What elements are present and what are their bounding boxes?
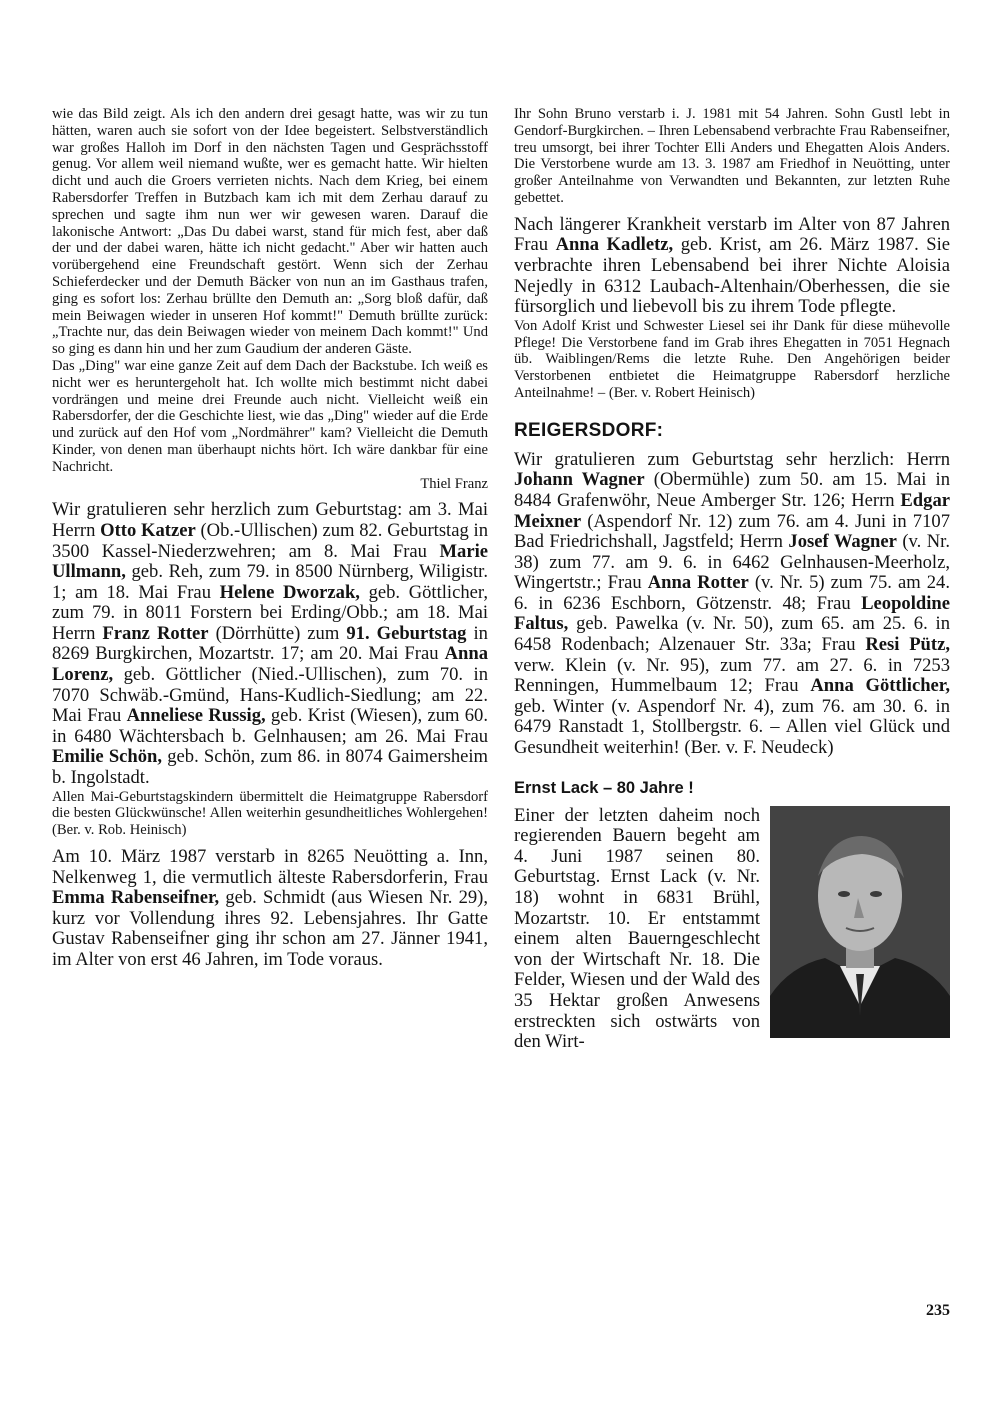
right-column bbox=[514, 106, 950, 1053]
story-paragraph-2: Das „Ding" war eine ganze Zeit auf dem Dach der Backstube. Ich weiß es nicht wer es heruntergeholt hat. Ich wollte mich bestimmt nicht dabei vordrängen und meine drei Freunde auch nicht. Vielleicht weiß ein Rabersdorfer, der die Geschichte liest, wie das „Ding" wieder auf die Erde und zurück auf den Hof vom „Nordmährer" kam? Vielleicht die Demuth Kinder, von denen man überhaupt nichts hört. Ich wäre dankbar für eine Nachricht. bbox=[52, 357, 488, 475]
ernst-lack-paragraph: Einer der letzten daheim noch regierenden Bauern begeht am 4. Juni 1987 seinen 80. Geburtstag. Ernst Lack (v. Nr. 18) wohnt in 6831 Brühl, Mozartstr. 10. Er entstammt einem alten Bauerngeschlecht von der Wirtschaft Nr. 18. Die Felder, Wiesen und der Wald des 35 Hektar großen Anwesens erstreckten sich ostwärts von den Wirt- bbox=[514, 804, 760, 1053]
bold-name: Emma Rabenseifner, bbox=[52, 887, 220, 909]
bold-name: Franz Rotter bbox=[102, 622, 209, 644]
bold-name: Anna Kadletz, bbox=[555, 234, 674, 256]
bold-name: Anna Rotter bbox=[647, 572, 749, 594]
kadletz-obituary: Nach längerer Krankheit verstarb im Alter von 87 Jahren Frau Anna Kadletz, geb. Krist, am 26. März 1987. Sie verbrachte ihren Lebensabend bei ihrer Nichte Aloisia Nejedly in 6312 Laubach-Altenhain/Oberhessen, die sie fürsorglich und liebevoll bis zu ihrem Tode pflegte. bbox=[514, 213, 951, 318]
kadletz-note: Von Adolf Krist und Schwester Liesel sei ihr Dank für diese mühevolle Pflege! Die Verstorbene fand im Grab ihres Ehegatten in 7051 Hegnach üb. Waiblingen/Rems die letzte Ruhe. Den Angehörigen beider Verstorbenen entbietet die Heimatgruppe Rabersdorf herzliche Anteilnahme! – (Ber. v. Robert Heinisch) bbox=[514, 317, 950, 401]
bold-name: Anna Lorenz, bbox=[52, 643, 488, 686]
author-signature: Thiel Franz bbox=[420, 475, 488, 492]
bold-name: Emilie Schön, bbox=[52, 746, 163, 768]
bold-name: Anneliese Russig, bbox=[126, 705, 266, 727]
bold-name: Johann Wagner bbox=[514, 469, 645, 491]
bold-name: Otto Katzer bbox=[100, 519, 196, 541]
portrait-photo bbox=[770, 806, 950, 1038]
bold-name: Leopoldine Faltus, bbox=[514, 592, 950, 635]
page-number: 235 bbox=[926, 1302, 950, 1319]
bold-name: Edgar Meixner bbox=[514, 489, 950, 532]
bold-name: Marie Ullmann, bbox=[52, 540, 488, 583]
story-paragraph: wie das Bild zeigt. Als ich den andern drei gesagt hatte, was wir zu tun hätten, waren auch sie sofort von der Idee begeistert. Selbstverständlich war großes Halloh im Dorf in den nächsten Tagen und Gesprächsstoff genug. Vor allem weil niemand wußte, wer es gemacht hatte. Wir hielten dicht und auch die Groers verrieten nichts. Nach dem Krieg, bei einem Rabersdorfer Treffen in Butzbach kam ich mit dem Zerhau darauf zu sprechen und sagte ihm nun wer wir gewesen waren. Darauf die lakonische Antwort: „Das Du dabei warst, stand für mich fest, aber daß der und der dabei waren, hätte ich nicht gedacht." Aber wir hatten auch vorübergehend eine Freundschaft gestört. Wenn sich der Zerhau Schieferdecker und der Demuth Bäcker von nun an im Gasthaus trafen, ging es sofort los: Zerhau brüllte den Demuth an: „Sorg bloß dafür, daß mein Beiwagen wieder in unseren Hof kommt!" Demuth brüllte zurück: „Trachte nur, das dein Beiwagen wieder von meinem Dach kommt!" Und so ging es dann hin und her zum Gaudium der anderen Gäste. bbox=[52, 106, 488, 358]
bold-name: 91. Geburtstag bbox=[346, 622, 467, 644]
bold-name: Helene Dworzak, bbox=[219, 581, 360, 603]
section-heading-reigersdorf: REIGERSDORF: bbox=[514, 419, 664, 441]
section-heading-ernst-lack: Ernst Lack – 80 Jahre ! bbox=[514, 778, 694, 797]
bold-name: Resi Pütz, bbox=[865, 634, 950, 656]
birthday-note: Allen Mai-Geburtstagskindern übermittelt die Heimatgruppe Rabersdorf die besten Glückwünsche! Allen weiterhin gesundheitliches Wohlergehen! (Ber. v. Rob. Heinisch) bbox=[52, 788, 488, 839]
reigersdorf-birthdays: Wir gratulieren zum Geburtstag sehr herzlich: Herrn Johann Wagner (Obermühle) zum 50. am 15. Mai in 8484 Grafenwöhr, Neue Amberger Str. 126; Herrn Edgar Meixner (Aspendorf Nr. 12) zum 76. am 4. Juni in 7107 Bad Friedrichshall, Jagstfeld; Herrn Josef Wagner (v. Nr. 38) zum 77. am 9. 6. in 6462 Gelnhausen-Meerholz, Wingertstr.; Frau Anna Rotter (v. Nr. 5) zum 75. am 24. 6. in 6236 Eschborn, Götzenstr. 48; Frau Leopoldine Faltus, geb. Pawelka (v. Nr. 50), zum 65. am 25. 6. in 6458 Rodenbach; Alzenauer Str. 33a; Frau Resi Pütz, verw. Klein (v. Nr. 95), zum 77. am 27. 6. in 7253 Renningen, Hummelbaum 12; Frau Anna Göttlicher, geb. Winter (v. Aspendorf Nr. 4), zum 76. am 30. 6. in 6479 Ranstadt 1, Stollbergstr. 6. – Allen viel Glück und Gesundheit weiterhin! (Ber. v. F. Neudeck) bbox=[514, 448, 951, 759]
bold-name: Anna Göttlicher, bbox=[810, 675, 950, 697]
birthday-paragraph: Wir gratulieren sehr herzlich zum Geburtstag: am 3. Mai Herrn Otto Katzer (Ob.-Ullischen) zum 82. Geburtstag in 3500 Kassel-Niederzwehren; am 8. Mai Frau Marie Ullmann, geb. Reh, zum 79. in 8500 Nürnberg, Wiligistr. 1; am 18. Mai Frau Helene Dworzak, geb. Göttlicher, zum 79. in 8011 Forstern bei Erding/Obb.; am 18. Mai Herrn Franz Rotter (Dörrhütte) zum 91. Geburtstag in 8269 Burgkirchen, Mozartstr. 17; am 20. Mai Frau Anna Lorenz, geb. Göttlicher (Nied.-Ullischen), zum 70. in 7070 Schwäb.-Gmünd, Hans-Kudlich-Siedlung; am 22. Mai Frau Anneliese Russig, geb. Krist (Wiesen), zum 60. in 6480 Wächtersbach b. Gelnhausen; am 26. Mai Frau Emilie Schön, geb. Schön, zum 86. in 8074 Gaimersheim b. Ingolstadt. bbox=[52, 499, 488, 789]
left-column bbox=[52, 106, 488, 971]
obituary-paragraph: Am 10. März 1987 verstarb in 8265 Neuötting a. Inn, Nelkenweg 1, die vermutlich älteste Rabersdorferin, Frau Emma Rabenseifner, geb. Schmidt (aus Wiesen Nr. 29), kurz vor Vollendung ihres 92. Lebensjahres. Ihr Gatte Gustav Rabenseifner ging ihr schon am 27. Jänner 1941, im Alter von erst 46 Jahren, im Tode voraus. bbox=[52, 846, 488, 970]
bold-name: Josef Wagner bbox=[788, 531, 897, 553]
obituary-continued: Ihr Sohn Bruno verstarb i. J. 1981 mit 54 Jahren. Sohn Gustl lebt in Gendorf-Burgkirchen. – Ihren Lebensabend verbrachte Frau Rabenseifner, treu umsorgt, bei ihrer Tochter Elli Anders und Ehegatten Alois Anders. Die Verstorbene wurde am 13. 3. 1987 am Friedhof in Neuötting, unter großer Anteilnahme von Verwandten und Bekannten, zur letzten Ruhe gebettet. bbox=[514, 106, 950, 206]
